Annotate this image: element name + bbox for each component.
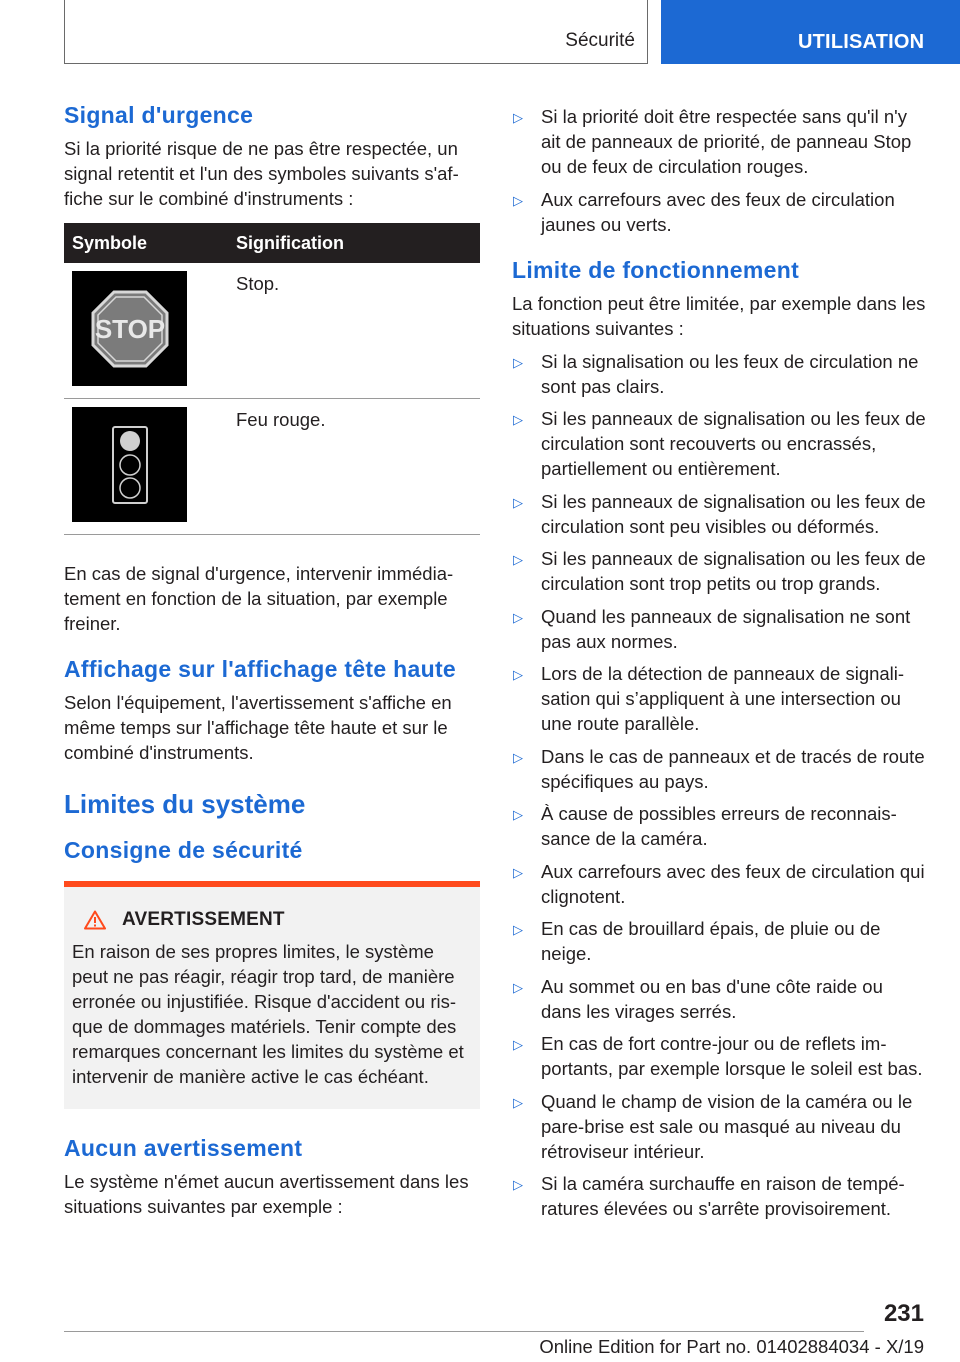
hud-text: Selon l'équipement, l'avertissement s'affiche en même temps sur l'affichage tête haute et sur le combiné d'instruments. <box>64 692 452 763</box>
no-warning-text: Le système n'émet aucun avertissement dans les situations suivantes par exemple : <box>64 1171 469 1217</box>
traffic-light-icon <box>72 407 187 522</box>
warning-title: AVERTISSEMENT <box>122 909 285 930</box>
stop-sign-text: STOP <box>94 313 165 344</box>
left-column <box>64 100 480 1219</box>
chapter-tab[interactable]: UTILISATION <box>661 0 960 64</box>
hud-heading: Affichage sur l'affichage tête haute <box>64 656 457 682</box>
list-item: ▷ Au sommet ou en bas d'une côte raide ou dans les virages serrés. <box>513 975 883 1022</box>
meaning-stop: Stop. <box>228 263 480 399</box>
warning-box <box>64 881 480 1109</box>
list-item: ▷ Quand le champ de vision de la caméra ou le pare-brise est sale ou masqué au niveau du rétroviseur intérieur. <box>513 1090 913 1162</box>
triangle-bullet-icon: ▷ <box>513 192 523 208</box>
signal-text: Si la priorité risque de ne pas être respectée, un signal retentit et l'un des symboles suivants s'affiche sur le combiné d'instruments : <box>64 138 459 209</box>
list-item: ▷ Si la signalisation ou les feux de circulation ne sont pas clairs. <box>513 350 919 397</box>
no-warning-heading: Aucun avertissement <box>64 1135 303 1161</box>
triangle-bullet-icon: ▷ <box>513 1177 523 1192</box>
list-item: ▷ Si les panneaux de signalisation ou les feux de circulation sont recouverts ou encrassés, partiellement ou entièrement. <box>513 408 926 479</box>
table-header-symbol: Symbole <box>64 223 228 263</box>
triangle-bullet-icon: ▷ <box>513 552 523 567</box>
warning-triangle-icon <box>84 910 106 930</box>
list-item: ▷ En cas de brouillard épais, de pluie ou de neige. <box>513 918 881 964</box>
safety-heading: Consigne de sécurité <box>64 837 303 863</box>
triangle-bullet-icon: ▷ <box>513 412 523 427</box>
triangle-bullet-icon: ▷ <box>513 667 523 682</box>
list-item: ▷ Aux carrefours avec des feux de circulation jaunes ou verts. <box>513 188 895 235</box>
list-item: ▷ Aux carrefours avec des feux de circulation qui clignotent. <box>513 860 925 907</box>
triangle-bullet-icon: ▷ <box>513 354 523 370</box>
triangle-bullet-icon: ▷ <box>513 922 523 937</box>
triangle-bullet-icon: ▷ <box>513 1094 523 1110</box>
triangle-bullet-icon: ▷ <box>513 110 523 125</box>
triangle-bullet-icon: ▷ <box>513 979 523 995</box>
list-item: ▷ À cause de possibles erreurs de reconnaissance de la caméra. <box>513 803 897 849</box>
page-number: 231 <box>883 1300 924 1327</box>
table-row <box>64 263 480 399</box>
footer-divider <box>64 1331 864 1332</box>
list-item: ▷ Si la caméra surchauffe en raison de températures élevées ou s'arrête provisoirement. <box>513 1173 905 1219</box>
bullet-list-limits <box>512 349 928 1222</box>
triangle-bullet-icon: ▷ <box>513 1037 523 1052</box>
after-table-text: En cas de signal d'urgence, intervenir immédiatement en fonction de la situation, par exemple freiner. <box>64 563 454 634</box>
triangle-bullet-icon: ▷ <box>513 609 523 625</box>
list-item: ▷ Si les panneaux de signalisation ou les feux de circulation sont trop petits ou trop grands. <box>513 548 926 594</box>
triangle-bullet-icon: ▷ <box>513 807 523 822</box>
list-item: ▷ Quand les panneaux de signalisation ne sont pas aux normes. <box>513 605 911 652</box>
stop-sign-icon <box>72 271 187 386</box>
header-box <box>64 0 648 64</box>
limit-heading: Limite de fonctionnement <box>512 256 800 283</box>
limit-text: La fonction peut être limitée, par exemple dans les situations suivantes : <box>512 292 926 339</box>
list-item: ▷ Si la priorité doit être respectée sans qu'il n'y ait de panneaux de priorité, de panneau Stop ou de feux de circulation rouges. <box>513 106 912 177</box>
list-item: ▷ En cas de fort contre-jour ou de reflets importants, par exemple lorsque le soleil est bas. <box>513 1033 923 1079</box>
list-item: ▷ Dans le cas de panneaux et de tracés de route spécifiques au pays. <box>513 745 925 792</box>
triangle-bullet-icon: ▷ <box>513 494 523 510</box>
warning-text: En raison de ses propres limites, le système peut ne pas réagir, réagir trop tard, de manière erronée ou injustifiée. Risque d'accident ou risque de dommages matériels. Tenir compte des remarques concernant les limites du système et intervenir de manière active le cas échéant. <box>72 941 464 1087</box>
triangle-bullet-icon: ▷ <box>513 749 523 765</box>
edition-note: Online Edition for Part no. 01402884034 - X/19 <box>539 1336 924 1357</box>
symbol-table <box>64 223 480 535</box>
section-title: Sécurité <box>565 30 635 51</box>
table-header-meaning: Signification <box>228 223 480 263</box>
right-column <box>512 104 928 1229</box>
limits-heading: Limites du système <box>64 789 306 819</box>
list-item: ▷ Si les panneaux de signalisation ou les feux de circulation sont peu visibles ou déformés. <box>513 490 926 537</box>
signal-heading: Signal d'urgence <box>64 102 254 128</box>
table-row <box>64 399 480 535</box>
meaning-red-light: Feu rouge. <box>228 399 480 535</box>
triangle-bullet-icon: ▷ <box>513 864 523 880</box>
list-item: ▷ Lors de la détection de panneaux de signalisation qui s’appliquent à une intersection ou une route parallèle. <box>513 663 905 734</box>
bullet-list-top <box>512 104 928 237</box>
